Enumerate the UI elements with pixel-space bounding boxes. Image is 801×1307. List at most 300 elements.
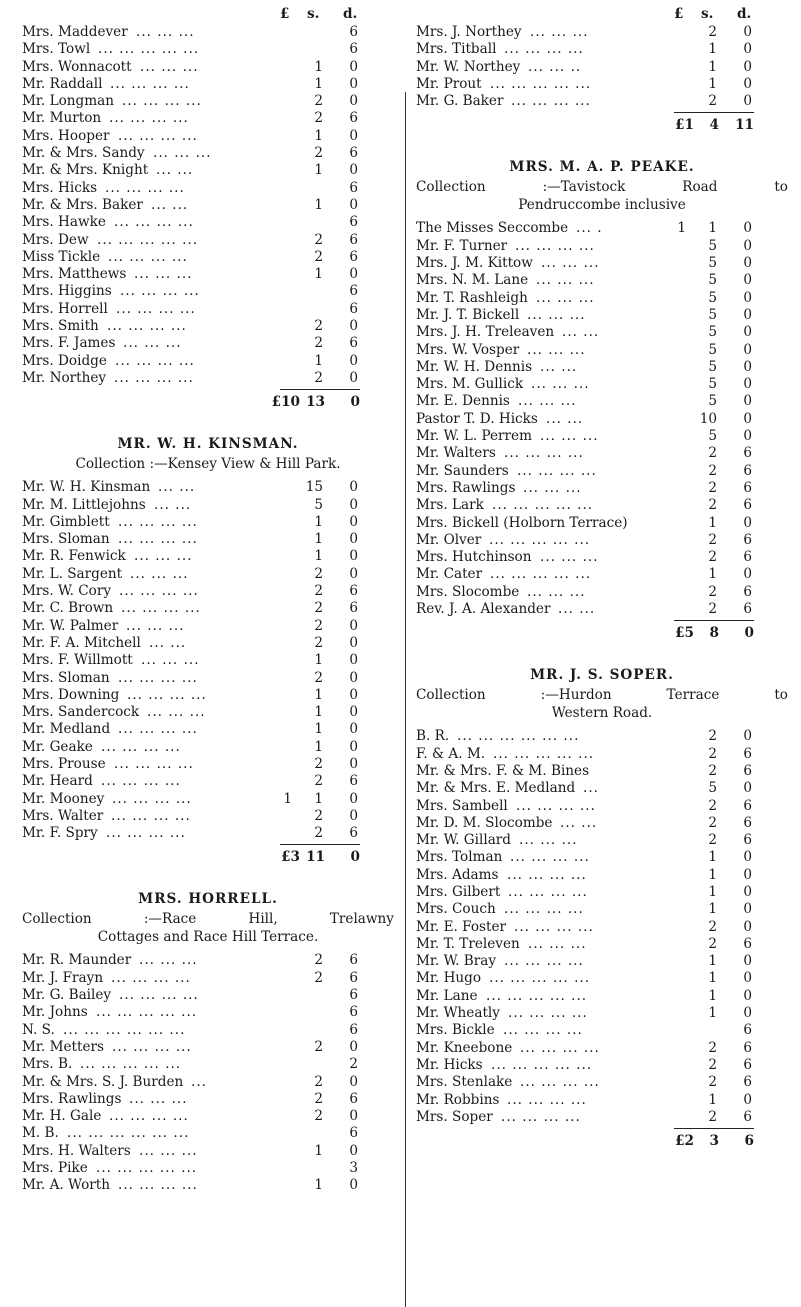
leader-dots: ... ... ... ... bbox=[127, 686, 207, 703]
pence-amount: 0 bbox=[349, 634, 358, 651]
total-pence: 0 bbox=[350, 849, 360, 866]
subscriber-name: Mrs. Sandercock bbox=[22, 704, 140, 721]
pence-amount: 0 bbox=[743, 849, 752, 866]
leader-dots: ... ... ... ... bbox=[507, 1091, 587, 1108]
subscriber-row bbox=[416, 93, 788, 110]
pence-amount: 6 bbox=[743, 1056, 752, 1073]
subscription-list bbox=[22, 24, 394, 411]
pence-amount: 0 bbox=[349, 721, 358, 738]
subscriber-row bbox=[416, 393, 788, 410]
subscription-list bbox=[416, 24, 788, 134]
leader-dots: ... ... ... ... bbox=[517, 462, 597, 479]
subscriber-row bbox=[416, 220, 788, 237]
pence-amount: 6 bbox=[349, 231, 358, 248]
leader-dots: ... ... ... bbox=[541, 255, 600, 272]
subscriber-row bbox=[22, 583, 394, 600]
subscription-list bbox=[416, 220, 788, 642]
shillings-amount: 1 bbox=[708, 75, 717, 92]
shillings-amount: 1 bbox=[314, 652, 323, 669]
subscriber-row bbox=[22, 791, 394, 808]
subscriber-name: Mr. C. Brown bbox=[22, 600, 114, 617]
column-divider bbox=[405, 92, 406, 1307]
pence-amount: 0 bbox=[743, 566, 752, 583]
leader-dots: ... ... ... ... bbox=[504, 445, 584, 462]
subscriber-name: Mrs. Hooper bbox=[22, 127, 110, 144]
pence-amount: 0 bbox=[743, 970, 752, 987]
shillings-amount: 2 bbox=[314, 773, 323, 790]
leader-dots: ... ... bbox=[546, 410, 584, 427]
pence-amount: 0 bbox=[743, 1091, 752, 1108]
pence-amount: 0 bbox=[743, 58, 752, 75]
leader-dots: ... ... ... bbox=[519, 832, 578, 849]
leader-dots: ... ... ... ... bbox=[516, 797, 596, 814]
subscriber-row bbox=[416, 832, 788, 849]
pence-amount: 6 bbox=[743, 1108, 752, 1125]
subscriber-name: Mrs. Sloman bbox=[22, 669, 110, 686]
leader-dots: ... ... ... ... ... bbox=[490, 75, 592, 92]
shillings-amount: 2 bbox=[708, 918, 717, 935]
pence-amount: 0 bbox=[349, 318, 358, 335]
subscriber-row bbox=[22, 721, 394, 738]
subscriber-name: Mrs. Couch bbox=[416, 901, 496, 918]
pence-amount: 0 bbox=[349, 617, 358, 634]
leader-dots: ... ... ... ... bbox=[504, 901, 584, 918]
shillings-amount: 15 bbox=[305, 479, 323, 496]
pence-amount: 6 bbox=[743, 1022, 752, 1039]
pence-amount: 0 bbox=[743, 428, 752, 445]
leader-dots: ... ... bbox=[560, 814, 598, 831]
subscriber-name: Mr. W. H. Kinsman bbox=[22, 479, 151, 496]
subscriber-row bbox=[22, 1091, 394, 1108]
subscriber-name: Mr. Hugo bbox=[416, 970, 482, 987]
subscriber-row bbox=[416, 515, 788, 532]
subscriber-name: Mrs. Pike bbox=[22, 1160, 88, 1177]
pence-amount: 0 bbox=[349, 669, 358, 686]
subscriber-name: Mrs. Walter bbox=[22, 807, 104, 824]
leader-dots: ... ... ... bbox=[536, 289, 595, 306]
shillings-amount: 1 bbox=[708, 41, 717, 58]
leader-dots: ... ... ... ... bbox=[106, 825, 186, 842]
subscriber-row bbox=[416, 255, 788, 272]
shillings-amount: 1 bbox=[708, 1091, 717, 1108]
total-pence: 0 bbox=[350, 394, 360, 411]
leader-dots: ... ... ... ... bbox=[112, 790, 192, 807]
subscriber-row bbox=[22, 1108, 394, 1125]
subscriber-name: Mr. G. Baker bbox=[416, 93, 504, 110]
subscriber-name: Mr. Medland bbox=[22, 721, 111, 738]
subscriber-name: Mr. J. T. Bickell bbox=[416, 306, 520, 323]
leader-dots: ... ... ... bbox=[528, 935, 587, 952]
subscriber-row bbox=[22, 479, 394, 496]
leader-dots: ... ... ... bbox=[531, 376, 590, 393]
subscriber-row bbox=[22, 283, 394, 300]
leader-dots: ... ... bbox=[158, 479, 196, 496]
shillings-amount: 2 bbox=[314, 1073, 323, 1090]
pence-amount: 6 bbox=[743, 445, 752, 462]
subscriber-row bbox=[416, 1074, 788, 1091]
subscriber-row bbox=[416, 988, 788, 1005]
subscriber-row bbox=[22, 1039, 394, 1056]
subscriber-name: Mr. M. Littlejohns bbox=[22, 496, 146, 513]
subscriber-name: Mr. Northey bbox=[22, 369, 107, 386]
leader-dots: ... ... bbox=[156, 162, 194, 179]
pence-amount: 0 bbox=[743, 237, 752, 254]
subscriber-row bbox=[416, 815, 788, 832]
shillings-amount: 2 bbox=[708, 832, 717, 849]
shillings-amount: 2 bbox=[708, 1039, 717, 1056]
shillings-amount: 2 bbox=[314, 669, 323, 686]
pence-amount: 0 bbox=[743, 376, 752, 393]
right-column bbox=[416, 0, 788, 1150]
total-pence: 6 bbox=[744, 1133, 754, 1150]
subscriber-row bbox=[416, 849, 788, 866]
leader-dots: ... ... ... ... bbox=[114, 755, 194, 772]
shillings-amount: 2 bbox=[314, 231, 323, 248]
leader-dots: ... ... ... ... ... bbox=[489, 970, 591, 987]
shillings-amount: 5 bbox=[708, 255, 717, 272]
shillings-amount: 1 bbox=[708, 849, 717, 866]
pence-amount: 6 bbox=[743, 531, 752, 548]
total-shillings: 3 bbox=[709, 1133, 719, 1150]
subscriber-row bbox=[416, 272, 788, 289]
total-pounds: £10 bbox=[271, 394, 300, 411]
pence-amount: 0 bbox=[349, 162, 358, 179]
leader-dots: ... ... bbox=[562, 324, 600, 341]
total-rule bbox=[280, 389, 360, 390]
pence-amount: 6 bbox=[349, 110, 358, 127]
shillings-amount: 1 bbox=[708, 987, 717, 1004]
leader-dots: ... ... ... ... ... bbox=[489, 531, 591, 548]
leader-dots: ... ... ... ... bbox=[115, 352, 195, 369]
subscriber-row bbox=[416, 376, 788, 393]
subscriber-name: Mr. T. Treleven bbox=[416, 935, 520, 952]
subscriber-name: Rev. J. A. Alexander bbox=[416, 601, 551, 618]
leader-dots: ... ... ... bbox=[129, 1090, 188, 1107]
pence-amount: 0 bbox=[349, 790, 358, 807]
leader-dots: ... ... ... ... bbox=[520, 1039, 600, 1056]
shillings-amount: 1 bbox=[708, 1005, 717, 1022]
subscriber-row bbox=[22, 335, 394, 352]
leader-dots: ... ... bbox=[558, 601, 596, 618]
leader-dots: ... ... ... bbox=[147, 704, 206, 721]
shillings-header: s. bbox=[307, 6, 320, 22]
section-description: Cottages and Race Hill Terrace. bbox=[97, 929, 319, 946]
leader-dots: ... ... ... ... bbox=[120, 283, 200, 300]
subscriber-name: Mr. W. Gillard bbox=[416, 832, 512, 849]
left-column bbox=[22, 0, 394, 1195]
shillings-amount: 2 bbox=[314, 248, 323, 265]
pence-amount: 0 bbox=[743, 255, 752, 272]
total-pence: 0 bbox=[744, 625, 754, 642]
shillings-amount: 2 bbox=[314, 369, 323, 386]
shillings-amount: 1 bbox=[314, 1142, 323, 1159]
shillings-amount: 1 bbox=[708, 220, 717, 237]
pence-amount: 6 bbox=[349, 179, 358, 196]
subscriber-name: Mrs. Adams bbox=[416, 866, 499, 883]
pence-amount: 0 bbox=[743, 918, 752, 935]
pence-amount: 0 bbox=[743, 1005, 752, 1022]
section-description: Collection :—Kensey View & Hill Park. bbox=[75, 456, 341, 473]
leader-dots: ... ... ... ... bbox=[105, 179, 185, 196]
subscriber-row bbox=[22, 825, 394, 842]
subscriber-name: Mr. Robbins bbox=[416, 1091, 500, 1108]
subscriber-row bbox=[416, 584, 788, 601]
leader-dots: ... ... ... ... bbox=[112, 1038, 192, 1055]
subscriber-name: Mr. W. Bray bbox=[416, 953, 497, 970]
subscriber-row bbox=[22, 739, 394, 756]
pence-amount: 6 bbox=[743, 549, 752, 566]
shillings-amount: 2 bbox=[314, 634, 323, 651]
pence-amount: 6 bbox=[349, 41, 358, 58]
subscriber-name: Mrs. Soper bbox=[416, 1108, 493, 1125]
shillings-amount: 2 bbox=[708, 24, 717, 40]
subscriber-row bbox=[416, 953, 788, 970]
subscriber-row bbox=[416, 798, 788, 815]
subscription-list bbox=[22, 952, 394, 1194]
total-rule bbox=[674, 620, 754, 621]
shillings-amount: 5 bbox=[708, 341, 717, 358]
shillings-amount: 1 bbox=[314, 58, 323, 75]
subscriber-row bbox=[22, 59, 394, 76]
leader-dots: ... ... ... ... ... ... bbox=[63, 1021, 186, 1038]
subscriber-row bbox=[22, 1143, 394, 1160]
subscriber-name: Mr. Geake bbox=[22, 738, 93, 755]
pence-amount: 6 bbox=[349, 600, 358, 617]
subscriber-row bbox=[416, 532, 788, 549]
pence-amount: 6 bbox=[349, 145, 358, 162]
subscriber-row bbox=[22, 687, 394, 704]
subscriber-row bbox=[416, 324, 788, 341]
shillings-amount: 2 bbox=[314, 583, 323, 600]
shillings-amount: 1 bbox=[314, 531, 323, 548]
subscriber-row bbox=[22, 987, 394, 1004]
leader-dots: ... ... ... ... ... bbox=[493, 745, 595, 762]
shillings-amount: 1 bbox=[708, 901, 717, 918]
subscriber-name: Mr. & Mrs. E. Medland bbox=[416, 780, 576, 797]
leader-dots: ... ... ... bbox=[139, 952, 198, 969]
shillings-amount: 2 bbox=[708, 549, 717, 566]
pence-amount: 0 bbox=[349, 738, 358, 755]
leader-dots: ... ... ... ... bbox=[109, 1108, 189, 1125]
leader-dots: ... ... ... ... bbox=[101, 773, 181, 790]
leader-dots: ... ... ... ... ... bbox=[486, 987, 588, 1004]
pence-amount: 0 bbox=[743, 393, 752, 410]
pounds-amount: 1 bbox=[677, 220, 686, 237]
pence-amount: 0 bbox=[349, 755, 358, 772]
section-description: Pendruccombe inclusive bbox=[518, 197, 686, 214]
shillings-amount: 2 bbox=[708, 762, 717, 779]
pence-amount: 6 bbox=[349, 583, 358, 600]
leader-dots: ... ... ... ... ... bbox=[490, 566, 592, 583]
subscriber-row bbox=[22, 162, 394, 179]
pence-amount: 6 bbox=[349, 214, 358, 231]
subscriber-row bbox=[416, 901, 788, 918]
pence-amount: 6 bbox=[743, 762, 752, 779]
total-rule bbox=[674, 112, 754, 113]
pence-amount: 6 bbox=[743, 935, 752, 952]
pence-amount: 6 bbox=[349, 969, 358, 986]
subscriber-name: Mrs. J. H. Treleaven bbox=[416, 324, 555, 341]
shillings-amount: 5 bbox=[708, 237, 717, 254]
leader-dots: ... ... ... ... bbox=[501, 1108, 581, 1125]
subscriber-name: Mrs. Lark bbox=[416, 497, 484, 514]
section-total bbox=[22, 844, 394, 866]
subscriber-name: Mr. Wheatly bbox=[416, 1005, 500, 1022]
leader-dots: ... ... ... ... bbox=[118, 1177, 198, 1194]
subscriber-row bbox=[416, 936, 788, 953]
leader-dots: ... ... ... ... bbox=[119, 583, 199, 600]
subscriber-row bbox=[416, 342, 788, 359]
subscriber-name: Mr. F. Spry bbox=[22, 825, 98, 842]
leader-dots: ... ... ... ... bbox=[504, 953, 584, 970]
section-description: Western Road. bbox=[551, 705, 653, 722]
pence-amount: 6 bbox=[743, 832, 752, 849]
leader-dots: ... ... ... ... bbox=[116, 300, 196, 317]
subscriber-row bbox=[22, 76, 394, 93]
leader-dots: ... ... ... bbox=[123, 335, 182, 352]
section-total bbox=[22, 389, 394, 411]
subscriber-name: Mr. Cater bbox=[416, 566, 483, 583]
shillings-amount: 5 bbox=[708, 272, 717, 289]
subscriber-name: Mrs. Rawlings bbox=[416, 479, 516, 496]
subscriber-name: Mr. E. Dennis bbox=[416, 393, 510, 410]
pence-amount: 0 bbox=[743, 883, 752, 900]
leader-dots: ... ... bbox=[540, 358, 578, 375]
subscriber-row bbox=[416, 1109, 788, 1126]
subscriber-row bbox=[22, 600, 394, 617]
leader-dots: ... ... ... ... ... ... bbox=[67, 1125, 190, 1142]
subscriber-name: Mrs. Dew bbox=[22, 231, 89, 248]
leader-dots: ... ... ... ... ... bbox=[96, 1004, 198, 1021]
shillings-amount: 1 bbox=[314, 738, 323, 755]
total-rule bbox=[280, 844, 360, 845]
leader-dots: ... ... ... ... ... bbox=[97, 231, 199, 248]
pence-amount: 0 bbox=[349, 531, 358, 548]
subscriber-row bbox=[22, 618, 394, 635]
subscriber-row bbox=[416, 428, 788, 445]
leader-dots: ... ... bbox=[151, 196, 189, 213]
subscriber-row bbox=[416, 867, 788, 884]
leader-dots: ... ... ... ... bbox=[118, 127, 198, 144]
subscriber-name: Mrs. Prouse bbox=[22, 755, 106, 772]
shillings-amount: 2 bbox=[708, 601, 717, 618]
pence-amount: 0 bbox=[349, 93, 358, 110]
shillings-amount: 5 bbox=[708, 376, 717, 393]
pounds-amount: 1 bbox=[283, 790, 292, 807]
subscriber-row bbox=[22, 1056, 394, 1073]
subscriber-row bbox=[22, 514, 394, 531]
leader-dots: ... ... ... bbox=[134, 548, 193, 565]
shillings-amount: 2 bbox=[314, 145, 323, 162]
leader-dots: ... ... ... ... bbox=[504, 41, 584, 58]
leader-dots: ... . bbox=[576, 220, 603, 237]
shillings-amount: 1 bbox=[314, 352, 323, 369]
shillings-amount: 1 bbox=[708, 970, 717, 987]
shillings-amount: 2 bbox=[708, 1108, 717, 1125]
pence-amount: 6 bbox=[349, 1125, 358, 1142]
subscriber-name: F. & A. M. bbox=[416, 745, 486, 762]
subscriber-row bbox=[22, 652, 394, 669]
subscriber-row bbox=[416, 1005, 788, 1022]
subscriber-name: M. B. bbox=[22, 1125, 59, 1142]
subscriber-name: Mr. D. M. Slocombe bbox=[416, 814, 553, 831]
pence-amount: 0 bbox=[349, 1177, 358, 1194]
subscriber-name: Mrs. W. Vosper bbox=[416, 341, 520, 358]
total-pounds: £5 bbox=[675, 625, 694, 642]
subscriber-row bbox=[22, 756, 394, 773]
subscriber-row bbox=[416, 1057, 788, 1074]
subscriber-row bbox=[22, 249, 394, 266]
pence-amount: 6 bbox=[743, 1039, 752, 1056]
leader-dots: ... bbox=[191, 1073, 207, 1090]
subscriber-name: Mrs. F. Willmott bbox=[22, 652, 133, 669]
subscriber-row bbox=[22, 1125, 394, 1142]
shillings-amount: 5 bbox=[708, 324, 717, 341]
subscriber-name: Mrs. B. bbox=[22, 1056, 73, 1073]
shillings-amount: 2 bbox=[314, 807, 323, 824]
shillings-amount: 2 bbox=[708, 462, 717, 479]
leader-dots: ... ... ... ... bbox=[503, 1022, 583, 1039]
pence-amount: 0 bbox=[743, 272, 752, 289]
subscriber-row bbox=[22, 1004, 394, 1021]
leader-dots: ... ... ... ... bbox=[122, 93, 202, 110]
subscriber-name: Mr. Heard bbox=[22, 773, 93, 790]
subscriber-name: Mrs. H. Walters bbox=[22, 1142, 131, 1159]
section-total bbox=[416, 1128, 788, 1150]
subscription-list bbox=[416, 728, 788, 1150]
subscriber-name: Mr. J. Frayn bbox=[22, 969, 104, 986]
section-title: MRS. M. A. P. PEAKE. bbox=[509, 159, 695, 176]
subscriber-name: N. S. bbox=[22, 1021, 55, 1038]
subscriber-name: Mrs. W. Cory bbox=[22, 583, 112, 600]
leader-dots: ... ... ... ... bbox=[514, 918, 594, 935]
subscriber-name: Mr. T. Rashleigh bbox=[416, 289, 528, 306]
subscriber-name: Mr. Murton bbox=[22, 110, 102, 127]
total-shillings: 11 bbox=[306, 849, 325, 866]
pence-amount: 6 bbox=[349, 283, 358, 300]
subscriber-row bbox=[416, 601, 788, 618]
pence-amount: 0 bbox=[743, 514, 752, 531]
subscriber-row bbox=[22, 318, 394, 335]
subscriber-row bbox=[416, 445, 788, 462]
subscriber-name: Mr. Kneebone bbox=[416, 1039, 513, 1056]
subscriber-name: Mr. Longman bbox=[22, 93, 114, 110]
subscriber-row bbox=[416, 76, 788, 93]
shillings-header: s. bbox=[701, 6, 714, 22]
subscriber-name: Mr. F. A. Mitchell bbox=[22, 634, 141, 651]
subscriber-name: Mr. W. L. Perrem bbox=[416, 428, 532, 445]
pence-amount: 0 bbox=[349, 479, 358, 496]
subscriber-row bbox=[22, 497, 394, 514]
shillings-amount: 1 bbox=[708, 514, 717, 531]
pence-amount: 0 bbox=[349, 1073, 358, 1090]
pence-amount: 6 bbox=[349, 987, 358, 1004]
total-rule bbox=[674, 1128, 754, 1129]
pence-amount: 0 bbox=[349, 807, 358, 824]
subscriber-name: Mr. & Mrs. F. & M. Bines bbox=[416, 762, 590, 779]
subscriber-row bbox=[22, 370, 394, 387]
subscriber-name: Mrs. Sloman bbox=[22, 531, 110, 548]
shillings-amount: 1 bbox=[314, 704, 323, 721]
leader-dots: ... ... ... bbox=[518, 393, 577, 410]
leader-dots: ... ... ... bbox=[140, 58, 199, 75]
subscriber-name: Mrs. Hawke bbox=[22, 214, 106, 231]
leader-dots: ... ... ... ... bbox=[109, 110, 189, 127]
subscriber-name: Mr. L. Sargent bbox=[22, 565, 123, 582]
pence-amount: 0 bbox=[349, 196, 358, 213]
shillings-amount: 2 bbox=[708, 935, 717, 952]
shillings-amount: 2 bbox=[314, 565, 323, 582]
